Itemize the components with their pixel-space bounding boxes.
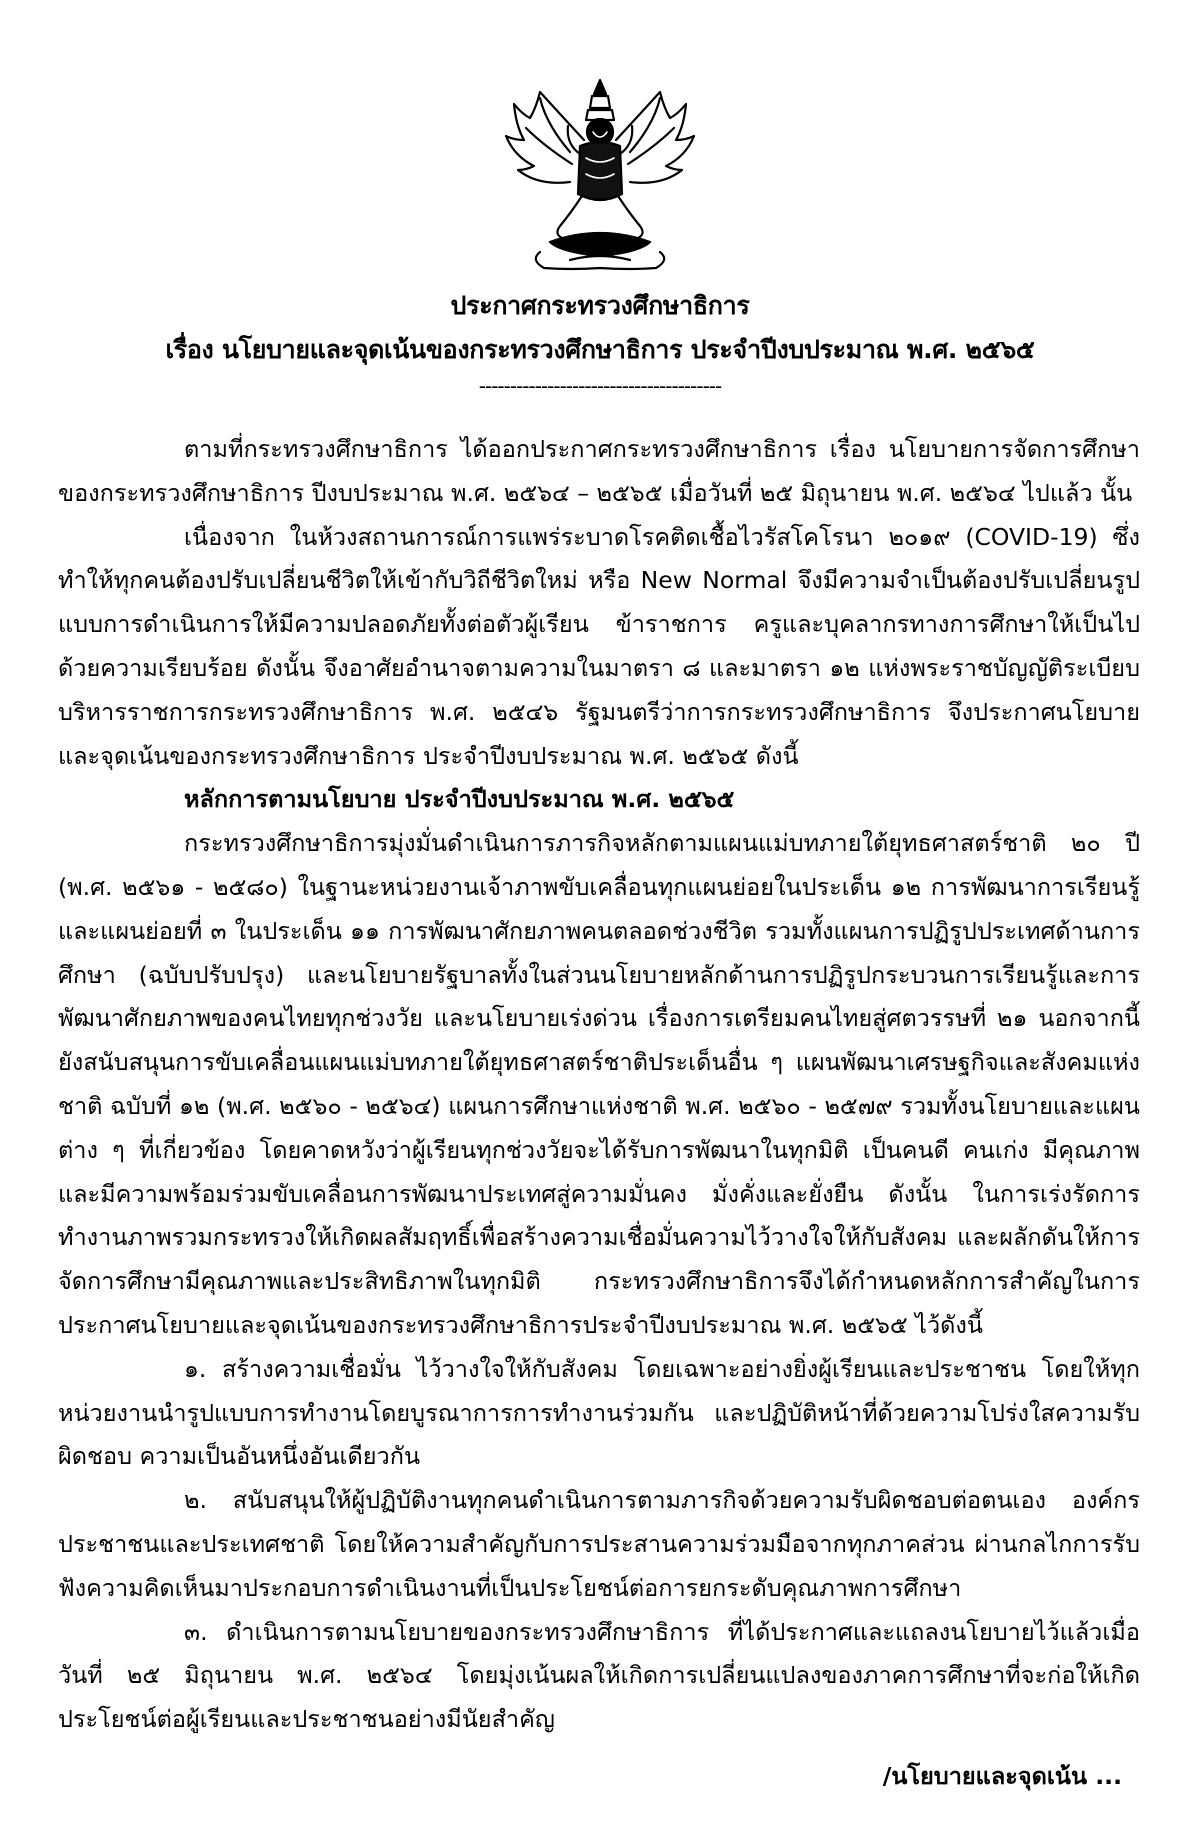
separator-line: --------------------------------------- <box>478 374 722 398</box>
section-heading: หลักการตามนโยบาย ประจำปีงบประมาณ พ.ศ. ๒๕๖๕ <box>184 785 735 814</box>
document-title: ประกาศกระทรวงศึกษาธิการ <box>450 291 750 320</box>
list-item-3: ๓. ดำเนินการตามนโยบายของกระทรวงศึกษาธิการ ที่ได้ประกาศและแถลงนโยบายไว้แล้วเมื่อวันที่ ๒๕ มิถุนายน พ.ศ. ๒๕๖๔ โดยมุ่งเน้นผลให้เกิดการเปลี่ยนแปลงของภาคการศึกษาที่จะก่อให้เกิดประโยชน์ต่อผู้เรียนและประชาชนอย่างมีนัยสำคัญ <box>58 1617 1140 1734</box>
paragraph-covid-context: เนื่องจาก ในห้วงสถานการณ์การแพร่ระบาดโรคติดเชื้อไวรัสโคโรนา ๒๐๑๙ (COVID-19) ซึ่งทำให้ทุกคนต้องปรับเปลี่ยนชีวิตให้เข้ากับวิถีชีวิตใหม่ หรือ New Normal จึงมีความจำเป็นต้องปรับเปลี่ยนรูปแบบการดำเนินการให้มีความปลอดภัยทั้งต่อตัวผู้เรียน ข้าราชการ ครูและบุคลากรทางการศึกษาให้เป็นไปด้วยความเรียบร้อย ดังนั้น จึงอาศัยอำนาจตามความในมาตรา ๘ และมาตรา ๑๒ แห่งพระราชบัญญัติระเบียบบริหารราชการกระทรวงศึกษาธิการ พ.ศ. ๒๕๔๖ รัฐมนตรีว่าการกระทรวงศึกษาธิการ จึงประกาศนโยบายและจุดเน้นของกระทรวงศึกษาธิการ ประจำปีงบประมาณ พ.ศ. ๒๕๖๕ ดังนี้ <box>58 522 1140 770</box>
list-item-2: ๒. สนับสนุนให้ผู้ปฏิบัติงานทุกคนดำเนินการตามภารกิจด้วยความรับผิดชอบต่อตนเอง องค์กรประชาชนและประเทศชาติ โดยให้ความสำคัญกับการประสานความร่วมมือจากทุกภาคส่วน ผ่านกลไกการรับฟังความคิดเห็นมาประกอบการดำเนินงานที่เป็นประโยชน์ต่อการยกระดับคุณภาพการศึกษา <box>58 1486 1140 1602</box>
paragraph-reference: ตามที่กระทรวงศึกษาธิการ ได้ออกประกาศกระทรวงศึกษาธิการ เรื่อง นโยบายการจัดการศึกษาของกระทรวงศึกษาธิการ ปีงบประมาณ พ.ศ. ๒๕๖๔ – ๒๕๖๕ เมื่อวันที่ ๒๕ มิถุนายน พ.ศ. ๒๕๖๔ ไปแล้ว นั้น <box>58 435 1140 507</box>
garuda-emblem-icon <box>500 74 700 274</box>
list-item-1: ๑. สร้างความเชื่อมั่น ไว้วางใจให้กับสังคม โดยเฉพาะอย่างยิ่งผู้เรียนและประชาชน โดยให้ทุกหน่วยงานนำรูปแบบการทำงานโดยบูรณาการการทำงานร่วมกัน และปฏิบัติหน้าที่ด้วยความโปร่งใสความรับผิดชอบ ความเป็นอันหนึ่งอันเดียวกัน <box>58 1354 1140 1471</box>
document-subject: เรื่อง นโยบายและจุดเน้นของกระทรวงศึกษาธิการ ประจำปีงบประมาณ พ.ศ. ๒๕๖๕ <box>165 335 1035 364</box>
document-body <box>58 428 1140 1742</box>
paragraph-principles: กระทรวงศึกษาธิการมุ่งมั่นดำเนินการภารกิจหลักตามแผนแม่บทภายใต้ยุทธศาสตร์ชาติ ๒๐ ปี (พ.ศ. ๒๕๖๑ - ๒๕๘๐) ในฐานะหน่วยงานเจ้าภาพขับเคลื่อนทุกแผนย่อยในประเด็น ๑๒ การพัฒนาการเรียนรู้และแผนย่อยที่ ๓ ในประเด็น ๑๑ การพัฒนาศักยภาพคนตลอดช่วงชีวิต รวมทั้งแผนการปฏิรูปประเทศด้านการศึกษา (ฉบับปรับปรุง) และนโยบายรัฐบาลทั้งในส่วนนโยบายหลักด้านการปฏิรูปกระบวนการเรียนรู้และการพัฒนาศักยภาพของคนไทยทุกช่วงวัย และนโยบายเร่งด่วน เรื่องการเตรียมคนไทยสู่ศตวรรษที่ ๒๑ นอกจากนี้ ยังสนับสนุนการขับเคลื่อนแผนแม่บทภายใต้ยุทธศาสตร์ชาติประเด็นอื่น ๆ แผนพัฒนาเศรษฐกิจและสังคมแห่งชาติ ฉบับที่ ๑๒ (พ.ศ. ๒๕๖๐ - ๒๕๖๔) แผนการศึกษาแห่งชาติ พ.ศ. ๒๕๖๐ - ๒๕๗๙ รวมทั้งนโยบายและแผนต่าง ๆ ที่เกี่ยวข้อง โดยคาดหวังว่าผู้เรียนทุกช่วงวัยจะได้รับการพัฒนาในทุกมิติ เป็นคนดี คนเก่ง มีคุณภาพ และมีความพร้อมร่วมขับเคลื่อนการพัฒนาประเทศสู่ความมั่นคง มั่งคั่งและยั่งยืน ดังนั้น ในการเร่งรัดการทำงานภาพรวมกระทรวงให้เกิดผลสัมฤทธิ์เพื่อสร้างความเชื่อมั่นความไว้วางใจให้กับสังคม และผลักดันให้การจัดการศึกษามีคุณภาพและประสิทธิภาพในทุกมิติ กระทรวงศึกษาธิการจึงได้กำหนดหลักการสำคัญในการประกาศนโยบายและจุดเน้นของกระทรวงศึกษาธิการประจำปีงบประมาณ พ.ศ. ๒๕๖๕ ไว้ดังนี้ <box>58 829 1140 1339</box>
continuation-note: /นโยบายและจุดเน้น ... <box>882 1762 1122 1790</box>
